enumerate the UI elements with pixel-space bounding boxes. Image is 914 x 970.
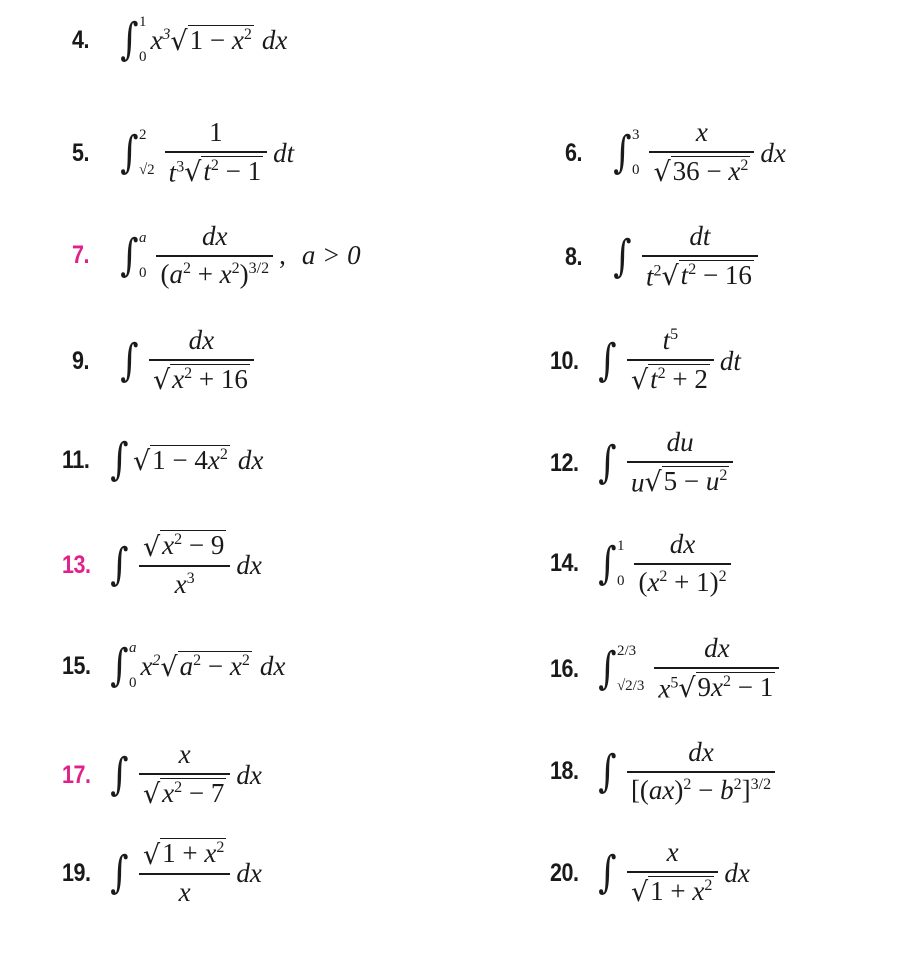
condition: a > 0 <box>301 240 361 271</box>
problem-14: 14. ∫ 1 0 $\frac{dx}{(x^2 + 1)^2}$ <box>550 530 737 597</box>
problem-18: 18. ∫ $\frac{dx}{[(ax)^2 - b^2]^{3/2}}$ <box>550 738 781 805</box>
integral-sign: ∫ <box>613 127 632 179</box>
integral-sign: ∫ <box>120 335 139 387</box>
integral-limits: 2 √2 <box>138 127 155 179</box>
problem-number: 4. <box>72 25 90 54</box>
problem-number: 20. <box>550 858 579 887</box>
problem-16: 16. ∫ 2/3 √2/3 dx $x^5$ √ $9x^2 - 1$ <box>550 634 785 704</box>
integral-limits: 1 0 <box>138 14 147 65</box>
problem-19: 19. ∫ √ $1 + x^2$ x dx <box>62 838 262 908</box>
problem-number: 15. <box>62 651 91 680</box>
integral-limits: 1 0 <box>616 537 625 589</box>
problem-7: 7. ∫ a 0 $\frac{dx}{(a^2 + x^2)^{3/2}}$ , a > 0 <box>72 221 361 289</box>
integral-sign: ∫ <box>598 437 617 489</box>
problem-20: 20. ∫ x √ $1 + x^2$ dx <box>550 837 750 909</box>
problem-12: 12. ∫ du u √ $5 - u^2$ <box>550 428 739 498</box>
integral-limits: a 0 <box>128 640 137 691</box>
integral-sign: ∫ <box>110 640 129 691</box>
integral-sign: ∫ <box>110 847 129 899</box>
problem-8: 8. ∫ dt $t^2$ √ $t^2 - 16$ <box>565 222 764 292</box>
problem-number: 13. <box>62 550 91 579</box>
problem-number: 18. <box>550 757 579 786</box>
problem-11: 11. ∫ √ $1 - 4x^2$ dx <box>62 434 264 485</box>
problem-number: 12. <box>550 448 579 477</box>
problem-number: 14. <box>550 549 579 578</box>
integral-sign: ∫ <box>598 643 617 695</box>
problem-number: 11. <box>62 445 90 474</box>
integral-sign: ∫ <box>120 14 139 65</box>
integral-sign: ∫ <box>120 229 139 281</box>
integral-limits: 2/3 √2/3 <box>616 643 645 695</box>
integral-sign: ∫ <box>598 335 617 387</box>
integral-sign: ∫ <box>613 231 632 283</box>
problem-5: 5. ∫ 2 √2 1 $t^3$ √ $t^2 - 1$ dt <box>72 117 295 189</box>
problem-15: 15. ∫ a 0 $x^2$ √ $a^2 - x^2$ dx <box>62 640 286 691</box>
problem-17: 17. ∫ x √ $x^2 - 7$ dx <box>62 739 262 811</box>
problem-number: 16. <box>550 654 579 683</box>
integral-sign: ∫ <box>110 434 129 485</box>
problem-number: 8. <box>565 242 583 271</box>
problem-10: 10. ∫ $t^5$ √ $t^2 + 2$ dt <box>550 325 741 397</box>
problem-number: 6. <box>565 138 583 167</box>
problem-number: 19. <box>62 858 91 887</box>
problem-number: 17. <box>62 760 91 789</box>
problem-4: 4. ∫ 1 0 $x^3$ √ $1 - x^2$ dx <box>72 14 288 65</box>
problem-13: 13. ∫ √ $x^2 - 9$ $x^3$ dx <box>62 530 262 600</box>
problem-number: 10. <box>550 346 579 375</box>
integral-sign: ∫ <box>120 127 139 179</box>
problem-number: 5. <box>72 138 90 167</box>
integral-limits: 3 0 <box>631 127 640 179</box>
integral-sign: ∫ <box>598 847 617 899</box>
problem-6: 6. ∫ 3 0 x √ $36 - x^2$ dx <box>565 117 786 189</box>
problem-9: 9. ∫ dx √ $x^2 + 16$ <box>72 326 260 396</box>
integral-sign: ∫ <box>110 749 129 801</box>
integral-sign: ∫ <box>598 537 617 589</box>
problem-number: 9. <box>72 346 90 375</box>
integral-limits: a 0 <box>138 229 147 281</box>
integral-sign: ∫ <box>110 539 129 591</box>
integral-sign: ∫ <box>598 745 617 797</box>
problem-number: 7. <box>72 241 90 270</box>
